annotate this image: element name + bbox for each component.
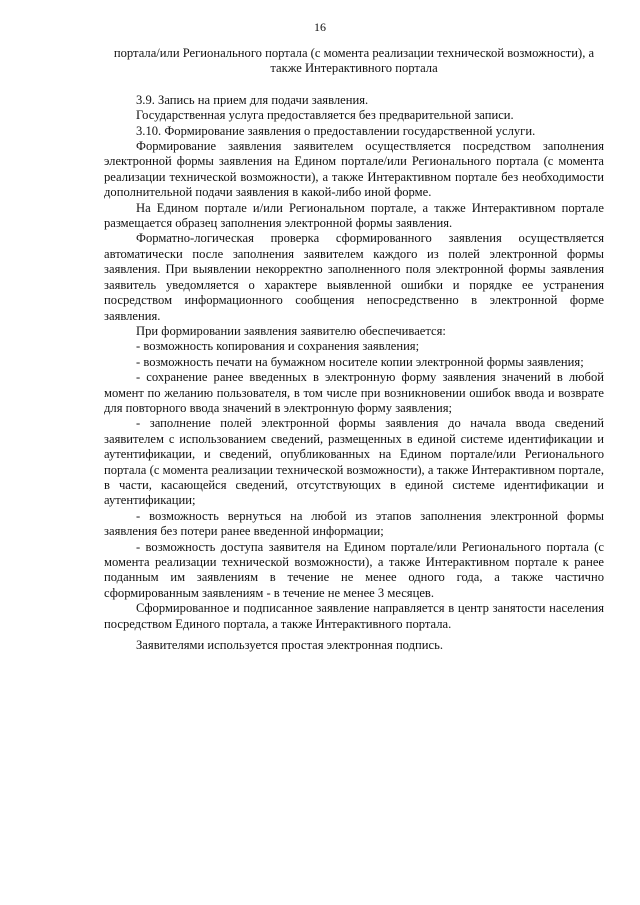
list-item: - возможность вернуться на любой из этапов заполнения электронной формы заявления без потери ранее введенной информации; (104, 508, 604, 539)
paragraph: Государственная услуга предоставляется без предварительной записи. (136, 108, 514, 123)
list-item: - сохранение ранее введенных в электронную форму заявления значений в любой момент по желанию пользователя, в том числе при возникновении ошибок ввода и возврате для повторного ввода значений в электронную форму заявления; (104, 370, 604, 415)
paragraph: Форматно-логическая проверка сформированного заявления осуществляется автоматически после заполнения заявителем каждого из полей электронной формы заявления. При выявлении некорректно заполненного поля электронной формы заявления заявитель уведомляется о характере выявленной ошибки и порядке ее устранения посредством информационного сообщения непосредственно в электронной форме заявления. (104, 231, 604, 323)
paragraph: Формирование заявления заявителем осуществляется посредством заполнения электронной формы заявления на Едином портале/или Регионального портала (с момента реализации технической возможности), а также Интерактивном портале без необходимости дополнительной подачи заявления в какой-либо иной форме. (104, 139, 604, 200)
list-item: - возможность копирования и сохранения заявления; (136, 339, 420, 354)
list-item: - возможность доступа заявителя на Едином портале/или Регионального портала (с момента реализации технической возможности), а также Интерактивном портале к ранее поданным им заявлениям в течение не менее одного года, а также частично сформированным заявлениям - в течение не менее 3 месяцев. (104, 539, 604, 600)
document-body (104, 46, 604, 653)
heading-continuation: портала/или Регионального портала (с момента реализации технической возможности), а также Интерактивного портала (113, 46, 595, 76)
section-3-10: 3.10. Формирование заявления о предоставлении государственной услуги. (136, 123, 536, 138)
paragraph: Заявителями используется простая электронная подпись. (136, 638, 443, 653)
paragraph: При формировании заявления заявителю обеспечивается: (136, 323, 446, 338)
page-number: 16 (314, 20, 326, 34)
section-3-9: 3.9. Запись на прием для подачи заявления. (136, 92, 369, 107)
paragraph: На Едином портале и/или Региональном портале, а также Интерактивном портале размещается образец заполнения электронной формы заявления. (104, 200, 604, 231)
paragraph: Сформированное и подписанное заявление направляется в центр занятости населения посредством Единого портала, а также Интерактивного портала. (104, 601, 604, 631)
list-item: - возможность печати на бумажном носителе копии электронной формы заявления; (136, 354, 584, 369)
list-item: - заполнение полей электронной формы заявления до начала ввода сведений заявителем с использованием сведений, размещенных в единой системе идентификации и аутентификации, и сведений, опубликованных на Едином портале/или Регионального портала (с момента реализации технической возможности), а также Интерактивном портале, в части, касающейся сведений, отсутствующих в единой системе идентификации и аутентификации; (104, 416, 604, 508)
